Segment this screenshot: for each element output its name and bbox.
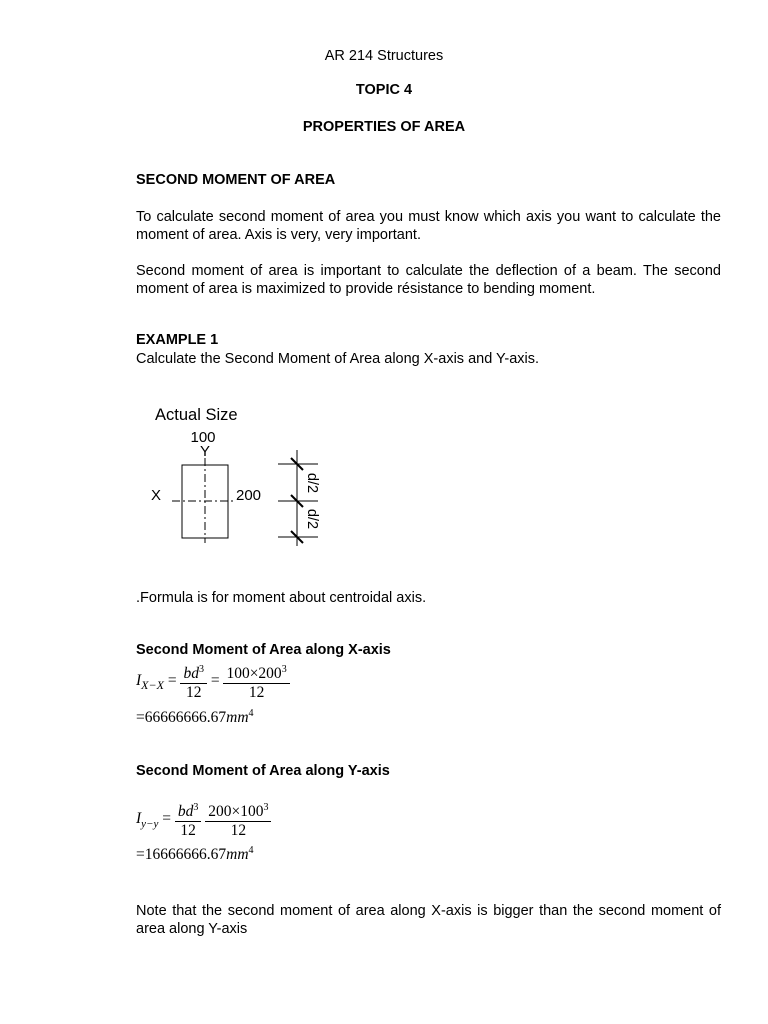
y-axis-equation (136, 799, 271, 840)
figure-caption: Actual Size (155, 406, 238, 424)
y-inertia-subscript: y−y (141, 818, 159, 831)
y-formula-fraction: $\frac{bd^3}{12}$ (175, 799, 202, 840)
course-title: AR 214 Structures (324, 48, 444, 64)
height-label: 200 (236, 487, 262, 504)
x-equals-2: = (210, 672, 220, 690)
section-heading: SECOND MOMENT OF AREA (136, 172, 336, 188)
rectangle-section-figure (140, 398, 340, 553)
x-axis-label: X (151, 487, 162, 504)
document-title: PROPERTIES OF AREA (302, 119, 466, 135)
x-inertia-symbol: I (136, 672, 142, 690)
half-depth-top-label: d/2 (304, 472, 320, 494)
x-inertia-subscript: X−X (141, 678, 164, 693)
x-formula-fraction: $\frac{bd^3}{12}$ (180, 661, 207, 702)
deflection-paragraph: Second moment of area is important to calculate the deflection of a beam. The second moment of area is maximized to provide résistance to bending moment. (136, 263, 721, 297)
example-prompt: Calculate the Second Moment of Area along X-axis and Y-axis. (136, 351, 540, 367)
comparison-note: Note that the second moment of area along X-axis is bigger than the second moment of area along Y-axis (136, 903, 721, 937)
y-inertia-symbol: I (136, 810, 142, 828)
y-axis-heading: Second Moment of Area along Y-axis (136, 763, 390, 779)
half-depth-bottom-label: d/2 (304, 508, 320, 530)
width-label: 100 (190, 429, 216, 446)
x-equals-1: = (167, 672, 177, 690)
formula-note: .Formula is for moment about centroidal axis. (136, 590, 427, 606)
intro-paragraph: To calculate second moment of area you must know which axis you want to calculate the moment of area. Axis is very, very important. (136, 209, 721, 243)
example-heading: EXAMPLE 1 (136, 332, 219, 348)
x-axis-equation (136, 661, 290, 702)
y-axis-result: $=16666666.67mm^4$ (136, 845, 254, 863)
topic-label: TOPIC 4 (355, 82, 413, 98)
x-axis-heading: Second Moment of Area along X-axis (136, 642, 391, 658)
y-numeric-fraction: $\frac{200\times 100^3}{12}$ (205, 799, 271, 840)
x-axis-result: $=66666666.67mm^4$ (136, 708, 254, 726)
y-axis-label: Y (199, 443, 211, 460)
x-numeric-fraction: $\frac{100\times 200^3}{12}$ (223, 661, 289, 702)
y-equals-1: = (162, 810, 171, 828)
